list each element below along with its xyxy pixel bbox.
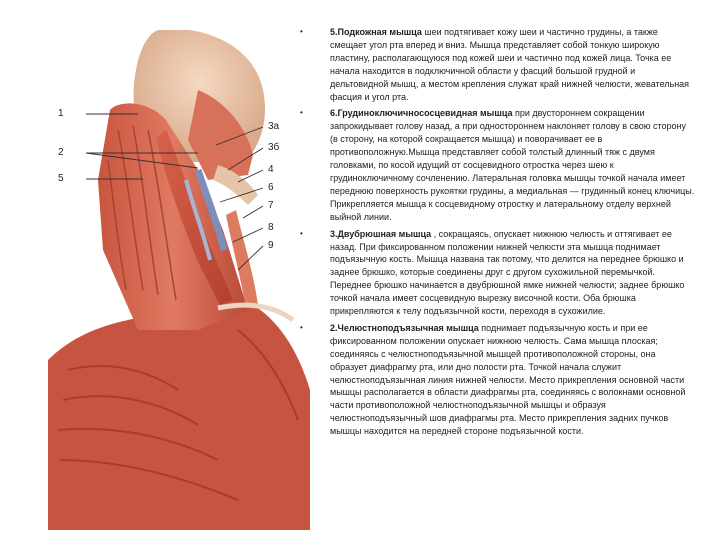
list-item — [300, 107, 695, 223]
bullet-icon: • — [300, 27, 303, 36]
item-text: при двустороннем сокращении запрокидывает голову назад, а при одностороннем наклоняет голову в свою сторону (в сторону, на которой сокращается мышца) и поворачивает ее в противоположную.Мышца представляет собой толстый длинный тяж с двумя головками, по косой идущий от сосцевидного отростка через шею к грудиноключичному сочленению. Латеральная головка мышцы точкой начала имеет переднюю поверхность рукоятки грудины, а медиальная — грудинный конец ключицы. Прикрепляется мышца к сосцевидному отростку и латеральному отделу верхней выйной линии. — [330, 108, 695, 222]
description-list — [300, 26, 695, 442]
callout-9: 9 — [268, 240, 274, 251]
callout-3a: 3а — [268, 121, 280, 132]
anatomy-drawing — [48, 30, 310, 530]
neck-muscles-illustration — [48, 30, 310, 530]
item-title: 2.Челюстноподъязычная мышца — [330, 322, 479, 333]
item-text: поднимает подъязычную кость и при ее фиксированном положении опускает нижнюю челюсть. Сама мышца плоская; соединяясь с челюстноподъязычной мышцей противоположной стороны, она образует диафрагму рта, или дно полости рта. Точкой начала служит челюстноподъязычная линия нижней челюсти. Место прикрепления основной части мышцы располагается в области диафрагмы рта, соединяясь с волокнами основной части противоположной челюстноподъязычной мышцы и образуя челюстноподъязычный шов диафрагмы рта. Место прикрепления задних пучков мышцы находится на передней стороне подъязычной кости. — [330, 322, 686, 437]
item-title: 5.Подкожная мышца — [330, 27, 422, 37]
list-item — [300, 26, 695, 103]
callout-6: 6 — [268, 182, 274, 193]
callout-8: 8 — [268, 222, 274, 233]
callout-2: 2 — [58, 147, 64, 158]
callout-7: 7 — [268, 200, 274, 211]
item-text: , сокращаясь, опускает нижнюю челюсть и оттягивает ее назад. При фиксированном положении нижней челюсти эта мышца поднимает подъязычную кость. Мышца названа так потому, что делится на переднее брюшко и заднее брюшко, которые соединены друг с другом сухожильной перемычкой. Переднее брюшко начинается в двубрюшной ямке нижней челюсти; заднее брюшко точкой начала имеет сосцевидную вырезку височной кости. Оба брюшка прикрепляются к телу подъязычной кости, переходя в сухожилие. — [330, 228, 685, 317]
item-title: 6.Грудиноключичнососцевидная мышца — [330, 108, 513, 119]
list-item — [300, 322, 695, 438]
list-item — [300, 228, 695, 318]
item-title: 3.Двубрюшная мышца — [330, 228, 432, 239]
callout-4: 4 — [268, 164, 274, 175]
bullet-icon: • — [300, 322, 303, 332]
callout-1: 1 — [58, 108, 64, 119]
shoulders-shape — [48, 305, 310, 530]
callout-5: 5 — [58, 173, 64, 184]
item-text: шеи подтягивает кожу шеи и частично грудины, а также смещает угол рта вперед и вниз. Мышца представляет собой тонкую широкую пластину, располагающуюся под кожей шеи и частично под кожей лица. Точка ее начала находится в подключичной области у фасций большой грудной и дельтовидной мышц, а местом крепления служат край нижней челюсти, жевательная фасция и угол рта. — [330, 27, 690, 102]
bullet-icon: • — [300, 228, 303, 238]
callout-3b: 3б — [268, 142, 280, 153]
bullet-icon: • — [300, 108, 303, 118]
